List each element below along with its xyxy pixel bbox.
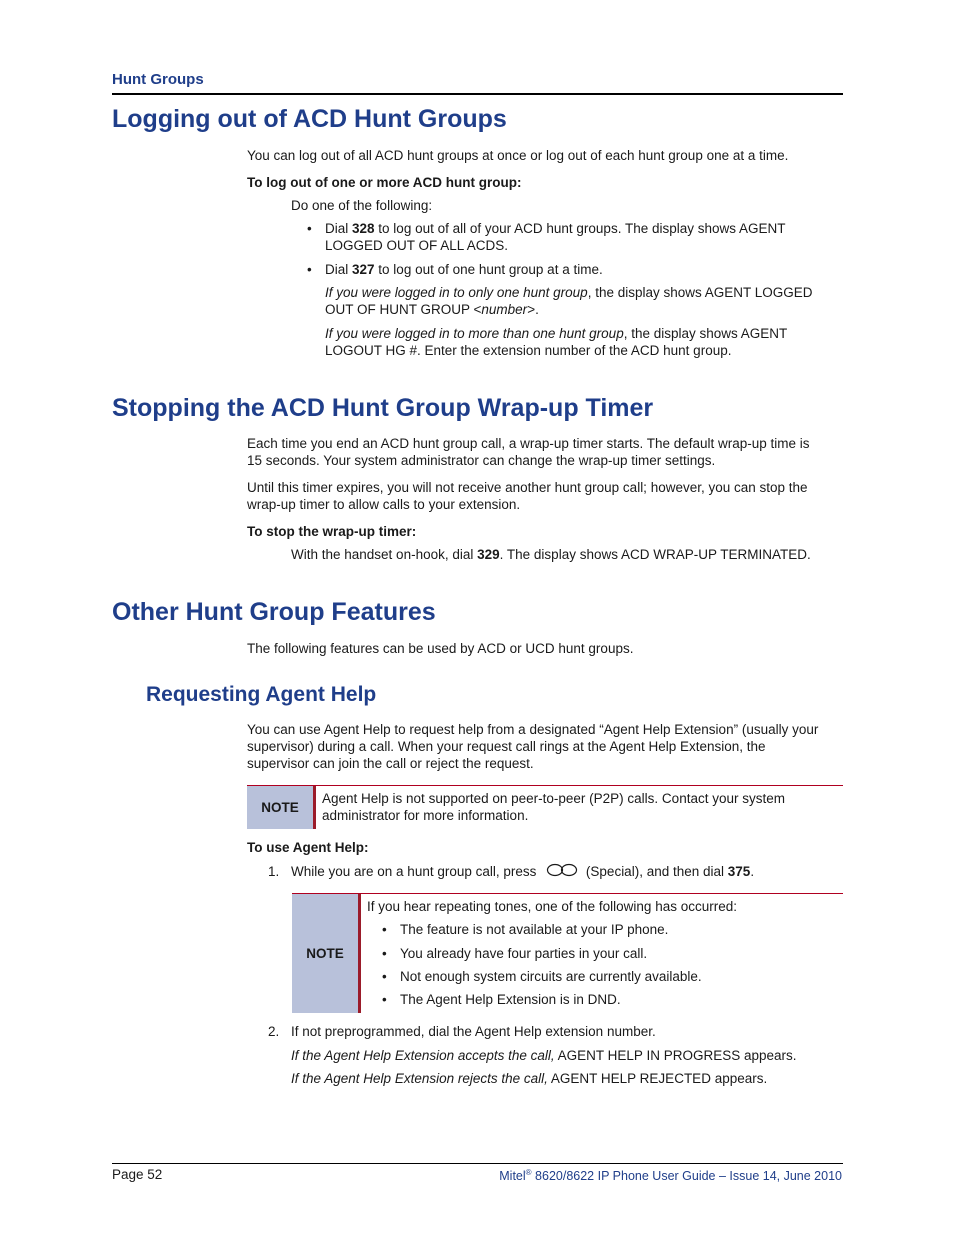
paragraph-one-group: If you were logged in to only one hunt group, the display shows AGENT LOGGED OUT OF HUNT GROUP <number>. (325, 285, 813, 317)
note-list-item: • The Agent Help Extension is in DND. (400, 991, 621, 1008)
note-label: NOTE (247, 786, 316, 829)
section1-procedure-title: To log out of one or more ACD hunt group: (247, 175, 522, 190)
note-list-item: • Not enough system circuits are currently available. (400, 968, 702, 985)
note-lead: If you hear repeating tones, one of the following has occurred: (367, 899, 737, 914)
note-box-repeating-tones (292, 893, 843, 1013)
note-box-p2p (247, 785, 843, 829)
note-list-item: • The feature is not available at your IP phone. (400, 921, 668, 938)
paragraph-multiple-groups: If you were logged in to more than one hunt group, the display shows AGENT LOGOUT HG #. Enter the extension number of the ACD hunt group. (325, 326, 788, 358)
step-number-1: 1. (268, 864, 280, 879)
section2-paragraph-2: Until this timer expires, you will not receive another hunt group call; however, you can stop the wrap-up timer to allow calls to your extension. (247, 480, 808, 512)
section-title-wrap-up-timer: Stopping the ACD Hunt Group Wrap-up Timer (112, 394, 654, 422)
section1-intro: You can log out of all ACD hunt groups at once or log out of each hunt group one at a time. (247, 148, 789, 163)
accept-result: If the Agent Help Extension accepts the call, AGENT HELP IN PROGRESS appears. (291, 1048, 797, 1063)
note-list-item: • You already have four parties in your call. (400, 945, 647, 962)
step-number-2: 2. (268, 1024, 280, 1039)
footer-doc-title: Mitel® 8620/8622 IP Phone User Guide – Issue 14, June 2010 (499, 1168, 842, 1184)
section1-lead: Do one of the following: (291, 198, 433, 213)
page-number: Page 52 (112, 1167, 163, 1182)
section2-procedure-title: To stop the wrap-up timer: (247, 524, 417, 539)
note-label: NOTE (292, 894, 361, 1013)
section2-paragraph-1: Each time you end an ACD hunt group call, a wrap-up timer starts. The default wrap-up time is 15 seconds. Your system administrator can change the wrap-up timer settings. (247, 436, 810, 468)
section-title-other-features: Other Hunt Group Features (112, 598, 436, 626)
step-2: If not preprogrammed, dial the Agent Help extension number. (291, 1024, 656, 1039)
running-header: Hunt Groups (112, 71, 204, 88)
list-item-dial-327: • Dial 327 to log out of one hunt group at a time. (325, 261, 603, 278)
reject-result: If the Agent Help Extension rejects the call, AGENT HELP REJECTED appears. (291, 1071, 768, 1086)
section4-paragraph: You can use Agent Help to request help from a designated “Agent Help Extension” (usually your supervisor) during a call. When your request call rings at the Agent Help Extension, the supervisor can join the call or reject the request. (247, 722, 819, 771)
section2-step: With the handset on-hook, dial 329. The display shows ACD WRAP-UP TERMINATED. (291, 547, 811, 562)
special-key-icon (546, 863, 578, 881)
list-item-dial-328: • Dial 328 to log out of all of your ACD hunt groups. The display shows AGENT LOGGED OUT OF ALL ACDS. (325, 220, 786, 254)
section-title-logging-out: Logging out of ACD Hunt Groups (112, 105, 507, 133)
section4-procedure-title: To use Agent Help: (247, 840, 369, 855)
footer-rule (112, 1163, 843, 1164)
section3-intro: The following features can be used by ACD or UCD hunt groups. (247, 641, 634, 656)
note-text: Agent Help is not supported on peer-to-peer (P2P) calls. Contact your system administrator for more information. (322, 791, 785, 823)
header-rule (112, 93, 843, 95)
step-1: While you are on a hunt group call, press (Special), and then dial 375. (291, 863, 754, 881)
subsection-title-agent-help: Requesting Agent Help (146, 683, 377, 706)
